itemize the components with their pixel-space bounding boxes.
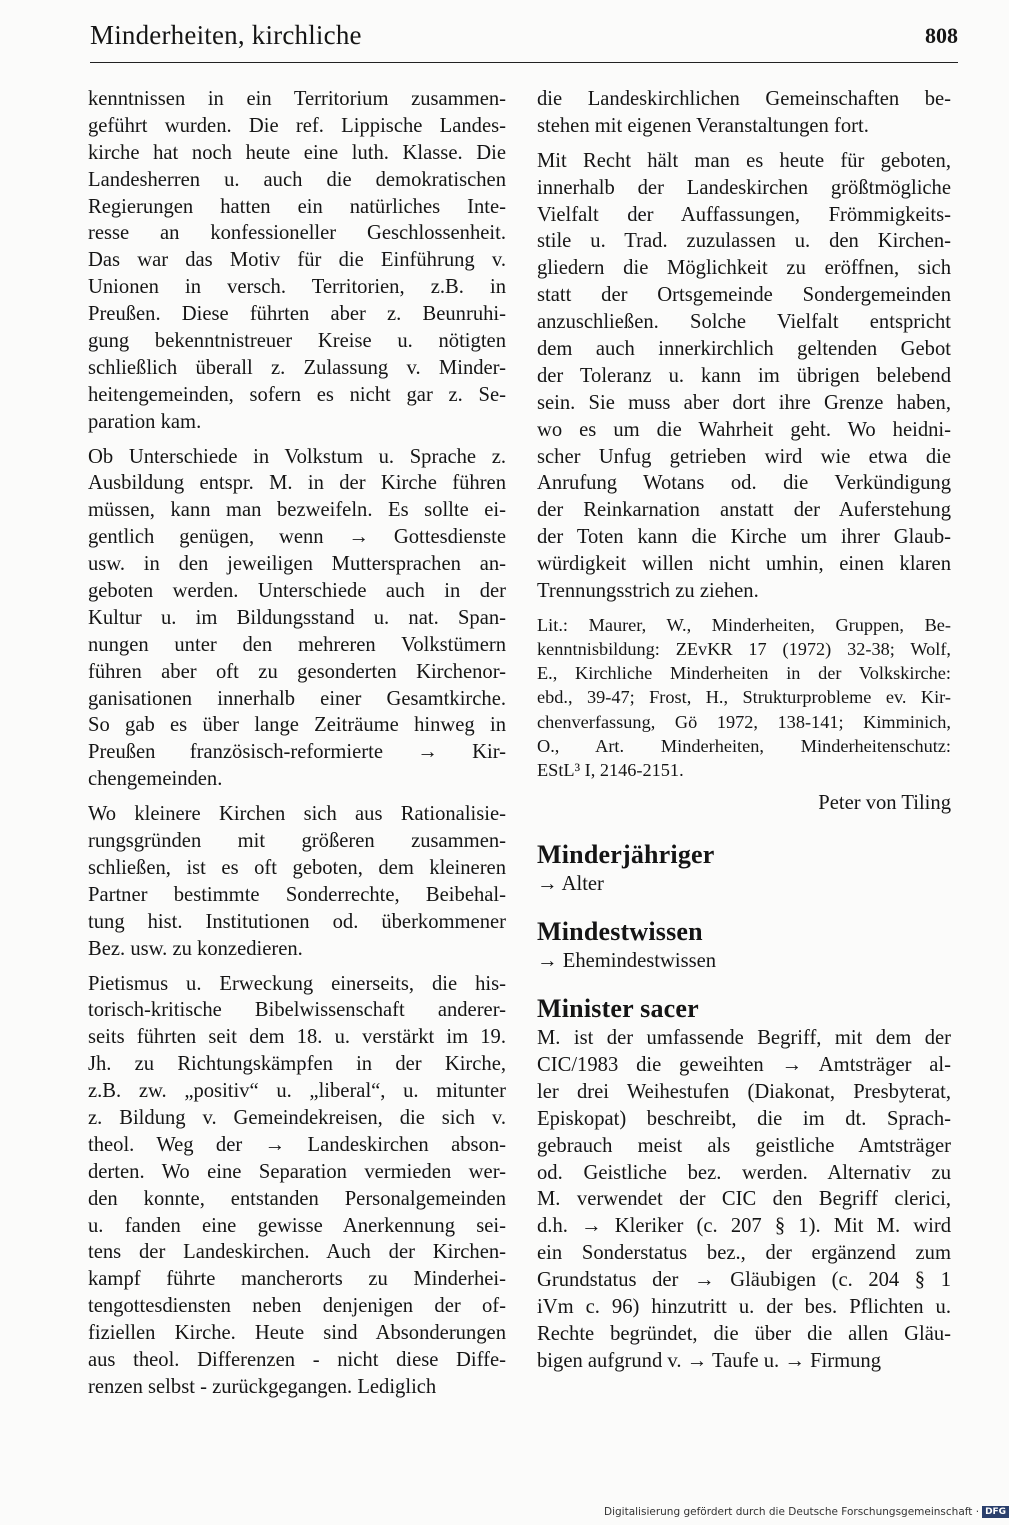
paragraph (537, 148, 951, 605)
text-line: E., Kirchliche Minderheiten in der Volkskirche: (537, 663, 951, 684)
page-header (90, 18, 958, 63)
literature-list (537, 613, 951, 782)
text-line: ein Sonderstatus bez., der ergänzend zum (537, 1242, 951, 1265)
text-line: gentlich genügen, wenn → Gottesdienste (88, 526, 506, 549)
text-line: der Toleranz u. kann im übrigen belebend (537, 364, 951, 387)
cross-reference-alter[interactable]: → Alter (537, 873, 604, 896)
text-line: geführt wurden. Die ref. Lippische Landes- (88, 114, 506, 137)
text-line: Preußen französisch-reformierte → Kir- (88, 741, 506, 764)
text-line: Kultur u. im Bildungsstand u. nat. Span- (88, 606, 506, 629)
text-line: Bez. usw. zu konzedieren. (88, 937, 303, 960)
text-line: Pietismus u. Erweckung einerseits, die his- (88, 972, 506, 995)
text-line: Wo kleinere Kirchen sich aus Rationalisie- (88, 803, 506, 826)
text-line: aus theol. Differenzen - nicht diese Diffe- (88, 1348, 506, 1371)
text-line: gliedern die Möglichkeit zu eröffnen, sich (537, 257, 951, 280)
text-line: Ob Unterschiede in Volkstum u. Sprache z. (88, 445, 506, 468)
text-line: stile u. Trad. zuzulassen u. den Kirchen- (537, 230, 951, 253)
text-line: Anrufung Wotans od. die Verkündigung (537, 472, 951, 495)
entry-heading-minister-sacer: Minister sacer (537, 994, 699, 1024)
text-line: Vielfalt der Auffassungen, Frömmigkeits- (537, 203, 951, 226)
text-line: iVm c. 96) hinzutritt u. der bes. Pflichten u. (537, 1296, 951, 1319)
text-line: schließen, ist es oft geboten, dem kleineren (88, 856, 506, 879)
text-line: die Landeskirchlichen Gemeinschaften be- (537, 88, 951, 110)
text-line: innerhalb der Landeskirchen größtmögliche (537, 176, 951, 199)
text-line: chenverfassung, Gö 1972, 138-141; Kimminich, (537, 711, 951, 732)
text-line: Preußen. Diese führten aber z. Beunruhi- (88, 303, 506, 326)
text-line: resse an konfessioneller Geschlossenheit. (88, 222, 506, 245)
text-line: M. verwendet der CIC den Begriff clerici, (537, 1188, 951, 1211)
text-line: stehen mit eigenen Veranstaltungen fort. (537, 114, 869, 137)
text-line: Das war das Motiv für die Einführung v. (88, 249, 506, 272)
text-line: u. fanden eine gewisse Anerkennung sei- (88, 1214, 506, 1237)
cross-reference-ehemindestwissen[interactable]: → Ehemindestwissen (537, 950, 717, 973)
text-line: statt der Ortsgemeinde Sondergemeinden (537, 284, 951, 307)
text-line: usw. in den jeweiligen Muttersprachen an- (88, 553, 506, 576)
text-line: der Reinkarnation anstatt der Auferstehung (537, 499, 951, 522)
left-column (88, 86, 506, 1409)
text-line: gung bekenntnistreuer Kreise u. nötigten (88, 330, 506, 353)
entry-heading-minderjaehriger: Minderjähriger (537, 840, 715, 870)
right-paragraphs (537, 86, 951, 605)
footer-credit (604, 1506, 1009, 1518)
paragraph (537, 86, 951, 140)
text-line: tengottesdiensten neben denjenigen der of- (88, 1295, 506, 1318)
right-column (537, 86, 951, 1375)
text-line: Episkopat) beschreibt, die im dt. Sprach- (537, 1107, 951, 1130)
text-line: Mit Recht hält man es heute für geboten, (537, 149, 951, 172)
paragraph (88, 971, 506, 1401)
page-number: 808 (925, 23, 958, 48)
entry-heading-mindestwissen: Mindestwissen (537, 917, 703, 947)
text-line: schließlich überall z. Zulassung v. Minder- (88, 356, 506, 379)
text-line: würdigkeit willen nicht umhin, einen klaren (537, 553, 951, 576)
text-line: gebrauch meist als geistliche Amtsträger (537, 1134, 951, 1157)
text-line: tens der Landeskirchen. Auch der Kirchen- (88, 1241, 506, 1264)
text-line: chengemeinden. (88, 768, 223, 791)
text-line: O., Art. Minderheiten, Minderheitenschutz: (537, 735, 951, 756)
text-line: Landesherren u. auch die demokratischen (88, 168, 506, 191)
text-line: anzuschließen. Solche Vielfalt entspricht (537, 311, 951, 334)
text-line: dem auch innerkirchlich geltenden Gebot (537, 338, 951, 361)
text-line: seits führten seit dem 18. u. verstärkt im 19. (88, 1026, 506, 1049)
text-line: geboten werden. Unterschiede auch in der (88, 580, 506, 603)
text-line: ler drei Weihestufen (Diakonat, Presbyterat, (537, 1080, 951, 1103)
text-line: Unionen in versch. Territorien, z.B. in (88, 276, 506, 299)
text-line: CIC/1983 die geweihten → Amtsträger al- (537, 1054, 951, 1077)
author-signature: Peter von Tiling (818, 792, 951, 815)
text-line: od. Geistliche bez. werden. Alternativ zu (537, 1161, 951, 1184)
text-line: Ausbildung entspr. M. in der Kirche führen (88, 472, 506, 495)
text-line: M. ist der umfassende Begriff, mit dem der (537, 1027, 951, 1050)
text-line: EStL³ I, 2146-2151. (537, 760, 684, 781)
text-line: d.h. → Kleriker (c. 207 § 1). Mit M. wird (537, 1215, 951, 1238)
text-line: paration kam. (88, 410, 202, 433)
text-line: bigen aufgrund v. → Taufe u. → Firmung (537, 1349, 882, 1372)
text-line: ebd., 39-47; Frost, H., Strukturprobleme ev. Kir- (537, 687, 951, 708)
text-line: kirche hat noch heute eine luth. Klasse. Die (88, 141, 506, 164)
text-line: So gab es über lange Zeiträume hinweg in (88, 714, 506, 737)
text-line: heitengemeinden, sofern es nicht gar z. Se- (88, 383, 506, 406)
footer-text: Digitalisierung gefördert durch die Deutsche Forschungsgemeinschaft · (604, 1506, 980, 1518)
text-line: kenntnisbildung: ZEvKR 17 (1972) 32-38; Wolf, (537, 639, 951, 660)
text-line: Regierungen hatten ein natürliches Inte- (88, 195, 506, 218)
text-line: Grundstatus der → Gläubigen (c. 204 § 1 (537, 1269, 951, 1292)
text-line: rungsgründen mit größeren zusammen- (88, 830, 506, 853)
dfg-logo: DFG (982, 1506, 1009, 1518)
text-line: kampf führte mancherorts zu Minderhei- (88, 1268, 506, 1291)
text-line: tung hist. Institutionen od. überkommener (88, 910, 506, 933)
text-line: der Toten kann die Kirche um ihrer Glaub- (537, 526, 951, 549)
text-line: derten. Wo eine Separation vermieden wer- (88, 1160, 506, 1183)
text-line: wo es um die Wahrheit geht. Wo heidni- (537, 418, 951, 441)
paragraph (88, 801, 506, 962)
text-line: sein. Sie muss aber dort ihre Grenze haben, (537, 391, 951, 414)
text-line: nungen unter den mehreren Volkstümern (88, 633, 506, 656)
text-line: Trennungsstrich zu ziehen. (537, 580, 759, 603)
text-line: Partner bestimmte Sonderrechte, Beibehal- (88, 883, 506, 906)
text-line: renzen selbst - zurückgegangen. Lediglich (88, 1375, 437, 1398)
text-line: torisch-kritische Bibelwissenschaft anderer- (88, 999, 506, 1022)
text-line: Jh. zu Richtungskämpfen in der Kirche, (88, 1053, 506, 1076)
text-line: müssen, kann man bezweifeln. Es sollte ei- (88, 499, 506, 522)
paragraph (88, 86, 506, 436)
text-line: ganisationen innerhalb einer Gesamtkirche. (88, 687, 506, 710)
text-line: z.B. zw. „positiv“ u. „liberal“, u. mitunter (88, 1080, 506, 1103)
running-title: Minderheiten, kirchliche (90, 20, 362, 50)
text-line: führen aber oft zu gesonderten Kirchenor- (88, 660, 506, 683)
minister-sacer-body (537, 1025, 951, 1375)
paragraph (88, 444, 506, 794)
text-line: Rechte begründet, die über die allen Gläu- (537, 1322, 951, 1345)
text-line: theol. Weg der → Landeskirchen abson- (88, 1133, 506, 1156)
text-line: Lit.: Maurer, W., Minderheiten, Gruppen, Be- (537, 614, 951, 635)
text-line: den konnte, entstanden Personalgemeinden (88, 1187, 506, 1210)
text-line: scher Unfug getrieben wird wie etwa die (537, 445, 951, 468)
text-line: kenntnissen in ein Territorium zusammen- (88, 88, 506, 110)
text-line: z. Bildung v. Gemeindekreisen, die sich v. (88, 1106, 506, 1129)
text-line: fiziellen Kirche. Heute sind Absonderungen (88, 1322, 506, 1345)
